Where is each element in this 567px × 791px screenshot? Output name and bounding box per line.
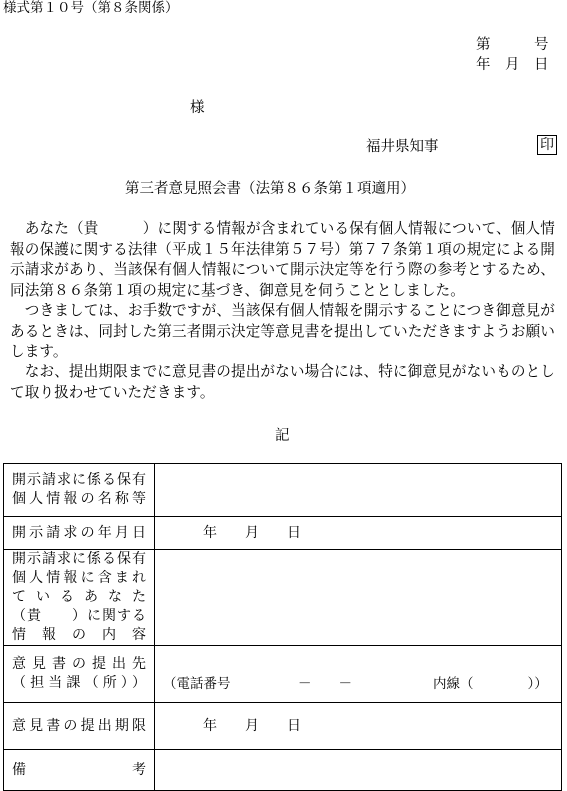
form-number: 様式第１０号（第８条関係）: [3, 0, 179, 16]
addressee-suffix: 様: [190, 100, 205, 116]
table-row: [4, 646, 562, 703]
sender-name: 福井県知事: [366, 139, 439, 155]
information-table: [3, 463, 562, 791]
table-row: [4, 464, 562, 517]
row-value-information-name[interactable]: [155, 464, 562, 517]
row-value-information-content[interactable]: [155, 550, 562, 646]
body-paragraph-2: つきましては、お手数ですが、当該保有個人情報を開示することにつき御意見があるときは、同封した第三者開示決定等意見書を提出していただきますようお願いします。: [10, 302, 555, 360]
row-label-information-name: 開示請求に係る保有 個人情報の名称等: [4, 464, 155, 517]
seal-box: 印: [537, 135, 557, 155]
table-row: [4, 703, 562, 750]
body-paragraph-1: あなた（貴 ）に関する情報が含まれている保有個人情報について、個人情報の保護に関する法律（平成１５年法律第５７号）第７７条第１項の規定による開示請求があり、当該保有個人情報について開示決定等を行う際の参考とするため、同法第８６条第１項の規定に基づき、御意見を伺うこととしました。: [10, 220, 555, 299]
row-label-submission-destination: 意見書の提出先 （担当課（所））: [4, 646, 155, 703]
body-paragraph-3: なお、提出期限までに意見書の提出がない場合には、特に御意見がないものとして取り扱わせていただきます。: [10, 363, 555, 401]
row-label-submission-deadline: 意見書の提出期限: [4, 703, 155, 750]
ki-heading: 記: [275, 428, 290, 444]
row-label-request-date: 開示請求の年月日: [4, 517, 155, 550]
table-row: [4, 517, 562, 550]
table-row: [4, 750, 562, 791]
row-label-information-content: 開示請求に係る保有 個人情報に含まれ ているあなた （貴 ）に関する 情報の内容: [4, 550, 155, 646]
row-value-remarks[interactable]: [155, 750, 562, 791]
document-title: 第三者意見照会書（法第８６条第１項適用）: [125, 181, 415, 197]
row-label-remarks: 備 考: [4, 750, 155, 791]
document-number-label: 第 号: [476, 37, 549, 53]
row-value-request-date[interactable]: 年 月 日: [155, 517, 562, 550]
row-value-submission-deadline[interactable]: 年 月 日: [155, 703, 562, 750]
date-label: 年 月 日: [476, 57, 549, 73]
row-value-submission-destination[interactable]: （電話番号 － － 内線（ ））: [155, 646, 562, 703]
table-row: [4, 550, 562, 646]
